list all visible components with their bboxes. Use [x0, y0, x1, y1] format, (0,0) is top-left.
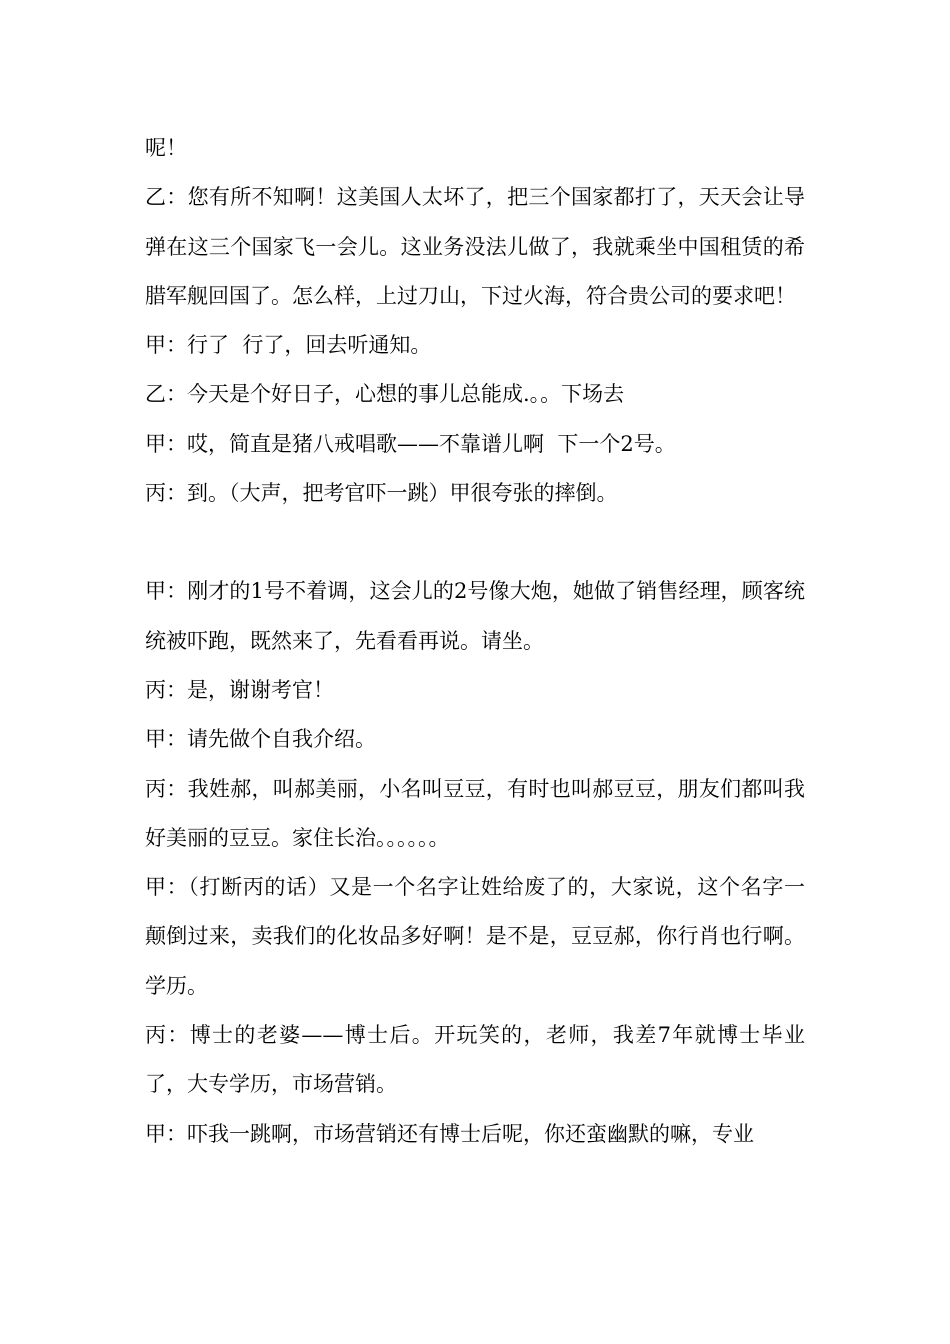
paragraph: 乙：您有所不知啊！这美国人太坏了，把三个国家都打了，天天会让导弹在这三个国家飞一会儿。这业务没法儿做了，我就乘坐中国租赁的希腊军舰回国了。怎么样，上过刀山，下过火海，符合贵公司的要求吧！	[145, 185, 805, 308]
paragraph: 呢！	[145, 136, 187, 160]
paragraph: 甲：（打断丙的话）又是一个名字让姓给废了的，大家说，这个名字一颠倒过来，卖我们的化妆品多好啊！是不是，豆豆郝，你行肖也行啊。学历。	[145, 875, 805, 998]
paragraph: 甲：刚才的1号不着调，这会儿的2号像大炮，她做了销售经理，顾客统统被吓跑，既然来了，先看看再说。请坐。	[145, 579, 805, 653]
paragraph: 甲：请先做个自我介绍。	[145, 727, 376, 752]
paragraph: 丙：我姓郝，叫郝美丽，小名叫豆豆，有时也叫郝豆豆，朋友们都叫我好美丽的豆豆。家住长治。。。。。。	[145, 776, 805, 850]
paragraph: 乙：今天是个好日子，心想的事儿总能成.。。下场去	[145, 382, 625, 407]
paragraph: 甲：行了 行了，回去听通知。	[145, 333, 432, 358]
paragraph: 丙：到。（大声，把考官吓一跳）甲很夸张的摔倒。	[145, 481, 618, 506]
script-body	[145, 124, 805, 1159]
blank-line	[145, 518, 805, 567]
paragraph: 丙：是，谢谢考官！	[145, 677, 334, 702]
paragraph: 甲：吓我一跳啊，市场营销还有博士后呢，你还蛮幽默的嘛，专业	[145, 1121, 754, 1146]
paragraph: 丙：博士的老婆——博士后。开玩笑的，老师，我差7年就博士毕业了，大专学历，市场营销。	[145, 1023, 805, 1097]
paragraph: 甲：哎，简直是猪八戒唱歌——不靠谱儿啊 下一个2号。	[145, 431, 676, 456]
